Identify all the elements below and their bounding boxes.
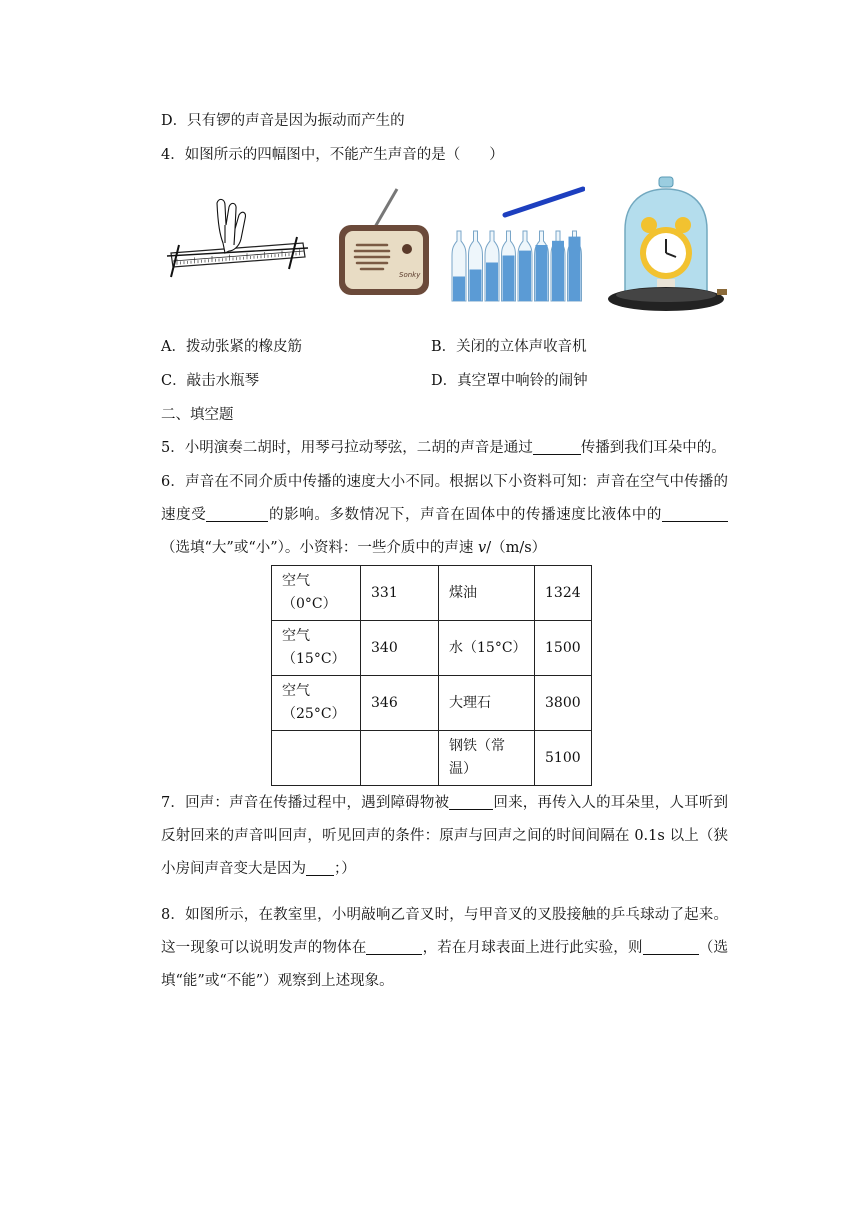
table-row bbox=[272, 676, 592, 731]
bottle-row bbox=[452, 231, 582, 301]
water-bottle bbox=[485, 231, 499, 301]
section2-title: 二、填空题 bbox=[161, 407, 234, 423]
table-row bbox=[272, 621, 592, 676]
table-cell: 5100 bbox=[535, 731, 592, 786]
q5-text-after: 传播到我们耳朵中的。 bbox=[580, 440, 726, 456]
table-cell: 空气（15°C） bbox=[272, 621, 361, 676]
table-row bbox=[272, 731, 592, 786]
q6-text-3: （选填“大”或“小”）。小资料：一些介质中的声速 bbox=[161, 540, 479, 556]
table-cell: 大理石 bbox=[439, 676, 535, 731]
q6-unit: /（m/s） bbox=[486, 540, 547, 556]
q8-text-3: （选填“能”或“不能”）观察到上述现象。 bbox=[161, 940, 728, 989]
q7 bbox=[161, 787, 728, 886]
q4-stem: 4．如图所示的四幅图中，不能产生声音的是（ ） bbox=[161, 147, 504, 163]
water-level bbox=[519, 251, 531, 301]
table-cell: 3800 bbox=[535, 676, 592, 731]
q6 bbox=[161, 466, 728, 565]
knob-icon bbox=[402, 244, 412, 254]
q7-blank-2[interactable] bbox=[306, 859, 334, 876]
table-cell: 空气（0°C） bbox=[272, 566, 361, 621]
q5-text-before: 5．小明演奏二胡时，用琴弓拉动琴弦，二胡的声音是通过 bbox=[161, 440, 533, 456]
q8-blank-1[interactable] bbox=[366, 938, 422, 955]
q7-text-1: 7．回声：声音在传播过程中，遇到障碍物被 bbox=[161, 795, 450, 811]
radio-antenna bbox=[375, 189, 397, 227]
q6-text-2: 的影响。多数情况下，声音在固体中的传播速度比液体中的 bbox=[268, 507, 663, 523]
water-bottle bbox=[518, 231, 532, 301]
table-cell: 水（15°C） bbox=[439, 621, 535, 676]
table-cell bbox=[361, 731, 439, 786]
water-level bbox=[552, 241, 564, 301]
q6-text-1: 6．声音在不同介质中传播的速度大小不同。根据以下小资料可知：声音在空气中传播的速度受 bbox=[161, 474, 728, 523]
table-row bbox=[272, 566, 592, 621]
q4-option-c: C．敲击水瓶琴 bbox=[161, 373, 260, 389]
q4-option-d: D．真空罩中响铃的闹钟 bbox=[431, 373, 588, 389]
q8-text-1: 8．如图所示，在教室里，小明敲响乙音叉时，与甲音叉的叉股接触的乒乓球动了起来。这一现象可以说明发声的物体在 bbox=[161, 907, 728, 956]
q4-figures bbox=[165, 175, 735, 325]
water-bottle bbox=[551, 231, 565, 301]
q7-blank-1[interactable] bbox=[449, 793, 493, 810]
q6-blank-1[interactable] bbox=[206, 505, 268, 522]
speed-of-sound-table bbox=[271, 565, 592, 786]
q6-symbol-v: v bbox=[478, 540, 487, 556]
bell-jar-figure bbox=[605, 175, 730, 325]
rubber-band-ruler-figure bbox=[165, 195, 310, 295]
table-cell: 331 bbox=[361, 566, 439, 621]
water-bottles-figure bbox=[450, 175, 585, 305]
water-level bbox=[536, 245, 548, 301]
table-cell: 钢铁（常温） bbox=[439, 731, 535, 786]
q5 bbox=[161, 438, 726, 458]
table-cell: 340 bbox=[361, 621, 439, 676]
hand-icon bbox=[217, 199, 245, 253]
q8 bbox=[161, 899, 728, 998]
water-level bbox=[470, 270, 482, 302]
water-level bbox=[569, 237, 581, 301]
water-bottle bbox=[452, 231, 466, 301]
q7-text-2: 回来，再传入人的耳朵里，人耳听到反射回来的声音叫回声，听见回声的条件：原声与回声之间的时间间隔在 0.1s 以上（狭小房间声音变大是因为 bbox=[161, 795, 729, 877]
water-bottle bbox=[502, 231, 516, 301]
water-bottle bbox=[535, 231, 549, 301]
q8-text-2: ，若在月球表面上进行此实验，则 bbox=[422, 940, 643, 956]
table-cell: 1324 bbox=[535, 566, 592, 621]
q5-blank[interactable] bbox=[533, 438, 581, 455]
water-level bbox=[503, 256, 515, 302]
radio-brand: Sonky bbox=[399, 271, 421, 279]
q3-option-d: D．只有锣的声音是因为振动而产生的 bbox=[161, 113, 405, 129]
water-bottle bbox=[469, 231, 483, 301]
table-cell: 空气（25°C） bbox=[272, 676, 361, 731]
radio-figure bbox=[335, 185, 435, 300]
table-cell bbox=[272, 731, 361, 786]
water-level bbox=[486, 263, 498, 302]
water-level bbox=[453, 277, 465, 302]
table-cell: 1500 bbox=[535, 621, 592, 676]
table-cell: 煤油 bbox=[439, 566, 535, 621]
q4-option-a: A．拨动张紧的橡皮筋 bbox=[161, 339, 302, 355]
q6-blank-2[interactable] bbox=[662, 505, 728, 522]
q4-option-b: B．关闭的立体声收音机 bbox=[431, 339, 587, 355]
q7-text-3: ；） bbox=[334, 861, 356, 877]
vacuum-base bbox=[608, 287, 727, 311]
table-cell: 346 bbox=[361, 676, 439, 731]
striking-stick bbox=[505, 189, 583, 215]
q8-blank-2[interactable] bbox=[643, 938, 699, 955]
water-bottle bbox=[568, 231, 582, 301]
